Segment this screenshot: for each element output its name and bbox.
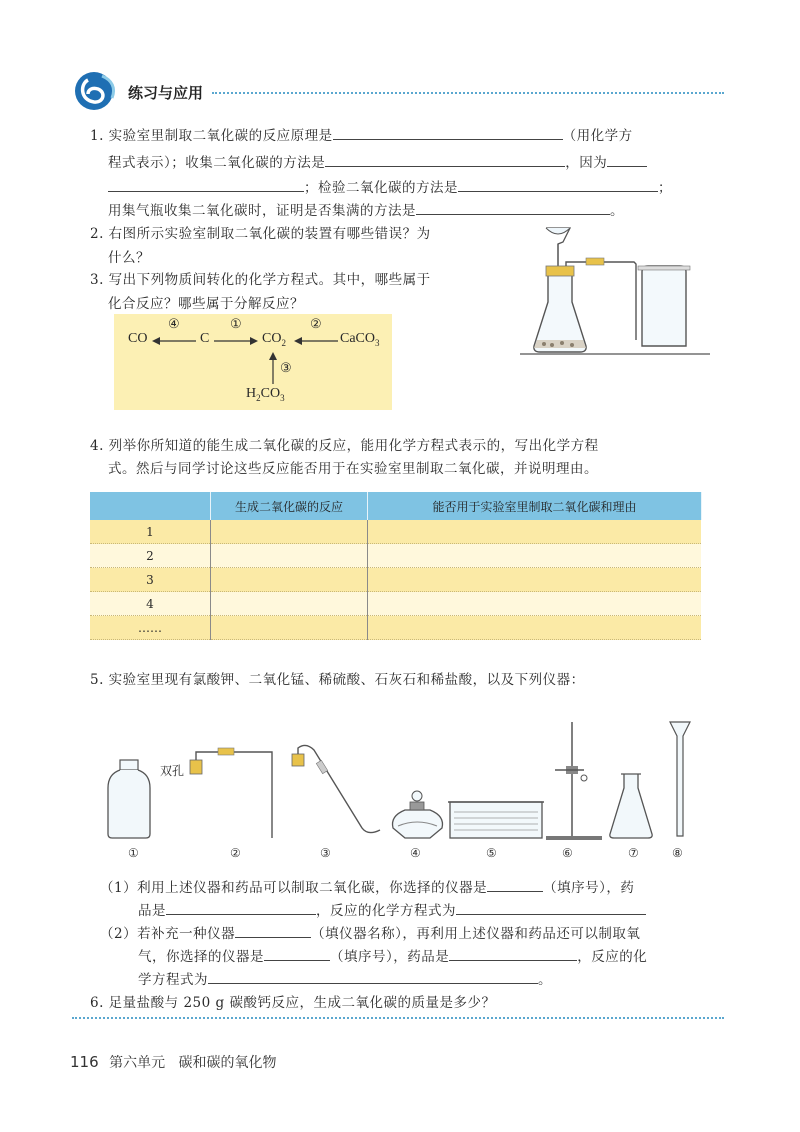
section-header: [72, 70, 732, 110]
instrument-num-7: ⑦: [628, 846, 639, 860]
table-header-index: [90, 492, 211, 520]
scheme-num-4: ④: [168, 316, 180, 331]
iron-stand-icon: [546, 722, 602, 840]
q1-line2: 程式表示）；收集二氧化碳的方法是 ，因为: [108, 151, 647, 171]
scheme-num-2: ②: [310, 316, 322, 331]
row-index: 4: [90, 592, 211, 616]
scheme-co2: $CO_2$: [262, 331, 286, 348]
reason-cell[interactable]: [368, 544, 702, 568]
reaction-scheme: [114, 314, 392, 410]
instrument-num-3: ③: [320, 846, 331, 860]
double-hole-stopper-tube-icon: [190, 748, 272, 838]
reaction-cell[interactable]: [211, 616, 368, 640]
reaction-cell[interactable]: [211, 568, 368, 592]
reaction-cell[interactable]: [211, 592, 368, 616]
co2-apparatus-figure: [520, 222, 720, 362]
reason-cell[interactable]: [368, 568, 702, 592]
answer-blank[interactable]: [235, 923, 311, 938]
answer-blank[interactable]: [264, 946, 330, 961]
table-header-feasibility: 能否用于实验室里制取二氧化碳和理由: [368, 492, 702, 520]
q6-text: 6. 足量盐酸与 250 g 碳酸钙反应，生成二氧化碳的质量是多少？: [90, 995, 496, 1011]
answer-blank[interactable]: [208, 969, 538, 984]
arrow-up-icon: [268, 352, 278, 384]
table-row: [90, 568, 702, 592]
scheme-num-1: ①: [230, 316, 242, 331]
table-header-reaction: 生成二氧化碳的反应: [211, 492, 368, 520]
answer-blank[interactable]: [607, 152, 647, 167]
reason-cell[interactable]: [368, 520, 702, 544]
q5-part1-line2: 品是 ，反应的化学方程式为: [138, 899, 646, 919]
answer-blank[interactable]: [166, 900, 316, 915]
q3-line1: 3. 写出下列物质间转化的化学方程式。其中，哪些属于: [90, 272, 431, 288]
chapter-title: 碳和碳的氧化物: [178, 1055, 277, 1071]
q5-part1-line1: （1）利用上述仪器和药品可以制取二氧化碳，你选择的仪器是 （填序号），药: [100, 876, 634, 896]
bottom-divider: [72, 1017, 724, 1019]
q1-line4: 用集气瓶收集二氧化碳时，证明是否集满的方法是 。: [108, 199, 624, 219]
unit-label: 第六单元: [109, 1055, 166, 1071]
instrument-num-4: ④: [410, 846, 421, 860]
page-footer: [70, 1052, 276, 1072]
answer-blank[interactable]: [458, 177, 658, 192]
arrow-right-icon: [214, 336, 258, 346]
q5-part2-line1: （2）若补充一种仪器 （填仪器名称），再利用上述仪器和药品还可以制取氧: [100, 922, 640, 942]
answer-blank[interactable]: [325, 152, 565, 167]
conical-flask-icon: [610, 774, 652, 838]
q2-line2: 什么？: [108, 250, 150, 266]
row-index: 2: [90, 544, 211, 568]
water-trough-icon: [448, 802, 544, 838]
reason-cell[interactable]: [368, 616, 702, 640]
instrument-num-1: ①: [128, 846, 139, 860]
q5-part2-line3: 学方程式为 。: [138, 968, 552, 988]
instrument-num-6: ⑥: [562, 846, 573, 860]
q3-line2: 化合反应？哪些属于分解反应？: [108, 296, 304, 312]
table-row: [90, 544, 702, 568]
answer-blank[interactable]: [108, 177, 304, 192]
long-neck-funnel-icon: [670, 722, 690, 836]
row-index: 1: [90, 520, 211, 544]
q4-line1: 4. 列举你所知道的能生成二氧化碳的反应，能用化学方程式表示的，写出化学方程: [90, 438, 599, 454]
double-hole-label: 双孔: [160, 764, 185, 778]
page-number: 116: [70, 1053, 99, 1071]
row-index: ……: [90, 616, 211, 640]
row-index: 3: [90, 568, 211, 592]
scheme-co: CO: [128, 331, 148, 346]
answer-blank[interactable]: [456, 900, 646, 915]
scheme-h2co3: $H_2CO_3$: [246, 386, 285, 403]
q5-intro: 5. 实验室里现有氯酸钾、二氧化锰、稀硫酸、石灰石和稀盐酸，以及下列仪器：: [90, 672, 585, 688]
instrument-num-8: ⑧: [672, 846, 683, 860]
q1-line1: 1. 实验室里制取二氧化碳的反应原理是 （用化学方: [90, 124, 633, 144]
arrow-left-icon: [294, 336, 338, 346]
table-row: [90, 616, 702, 640]
gas-bottle-icon: [108, 760, 150, 838]
answer-blank[interactable]: [333, 125, 563, 140]
answer-blank[interactable]: [487, 877, 543, 892]
q2-line1: 2. 右图所示实验室制取二氧化碳的装置有哪些错误？为: [90, 226, 431, 242]
reason-cell[interactable]: [368, 592, 702, 616]
instruments-figure: [100, 718, 700, 846]
q1-line3: ；检验二氧化碳的方法是 ；: [108, 176, 672, 196]
scheme-c: C: [200, 331, 210, 346]
arrow-left-icon: [152, 336, 196, 346]
alcohol-lamp-icon: [393, 791, 443, 838]
instrument-num-5: ⑤: [486, 846, 497, 860]
q4-line2: 式。然后与同学讨论这些反应能否用于在实验室里制取二氧化碳，并说明理由。: [108, 461, 598, 477]
reaction-cell[interactable]: [211, 544, 368, 568]
table-row: [90, 520, 702, 544]
section-title: 练习与应用: [128, 84, 204, 102]
section-divider: [212, 92, 724, 94]
section-logo-icon: [72, 70, 122, 112]
instrument-num-2: ②: [230, 846, 241, 860]
scheme-num-3: ③: [280, 360, 292, 375]
reaction-cell[interactable]: [211, 520, 368, 544]
scheme-caco3: CaCO$_3$: [340, 331, 380, 348]
reaction-table: [90, 492, 702, 640]
q5-part2-line2: 气，你选择的仪器是 （填序号），药品是 ，反应的化: [138, 945, 647, 965]
answer-blank[interactable]: [416, 200, 610, 215]
answer-blank[interactable]: [449, 946, 577, 961]
stopper-bent-tube-icon: [292, 745, 380, 832]
table-row: [90, 592, 702, 616]
